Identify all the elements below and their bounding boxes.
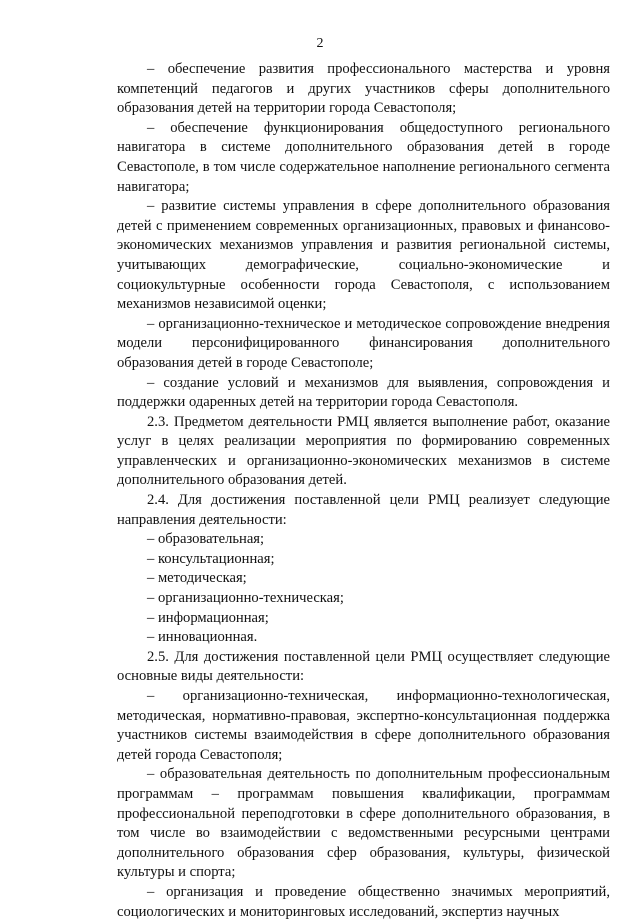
list-item: – консультационная; [147,550,275,567]
paragraph: – развитие системы управления в сфере дополнительного образования детей с применением современных организационных, правовых и финансово-экономических механизмов управления и развития региональной системы, учитывающих демографические, социально-экономические и социокультурные особенности города Севастополя, с использованием механизмов независимой оценки; [117,198,610,313]
list-item: – инновационная. [147,629,258,646]
list-item: – образовательная; [147,531,265,548]
paragraph-section-2-4: 2.4. Для достижения поставленной цели РМЦ реализует следующие направления деятельности: [117,492,610,528]
paragraph-section-2-3: 2.3. Предметом деятельности РМЦ является выполнение работ, оказание услуг в целях реализации мероприятия по формированию современных управленческих и организационно-экономических механизмов в системе дополнительного образования детей. [117,413,610,489]
paragraph-section-2-5: 2.5. Для достижения поставленной цели РМЦ осуществляет следующие основные виды деятельности: [117,648,610,685]
paragraph: – образовательная деятельность по дополнительным профессиональным программам – программам повышения квалификации, программам профессиональной переподготовки в сфере дополнительного образования, в том числе во взаимодействии с ведомственными ресурсными центрами дополнительного образования сфер образования, культуры, физической культуры и спорта; [117,766,610,881]
paragraph: – организация и проведение общественно значимых мероприятий, социологических и мониторинговых исследований, экспертиз научных [117,883,610,920]
list-item: – методическая; [147,570,247,587]
paragraph: – создание условий и механизмов для выявления, сопровождения и поддержки одаренных детей на территории города Севастополя. [117,374,610,411]
list-item: – организационно-техническая; [147,590,344,607]
paragraph: – организационно-техническая, информационно-технологическая, методическая, нормативно-правовая, экспертно-консультационная поддержка участников системы взаимодействия в сфере дополнительного образования детей города Севастополя; [117,688,610,763]
list-item: – информационная; [147,609,269,626]
paragraph: – обеспечение развития профессионального мастерства и уровня компетенций педагогов и других участников сферы дополнительного образования детей на территории города Севастополя; [117,61,610,117]
paragraph: – организационно-техническое и методическое сопровождение внедрения модели персонифицированного финансирования дополнительного образования детей в городе Севастополе; [117,315,610,371]
page-number: 2 [316,36,324,51]
paragraph: – обеспечение функционирования общедоступного регионального навигатора в системе дополнительного образования детей в городе Севастополе, в том числе содержательное наполнение регионального сегмента навигатора; [117,119,610,195]
document-body [117,60,610,922]
